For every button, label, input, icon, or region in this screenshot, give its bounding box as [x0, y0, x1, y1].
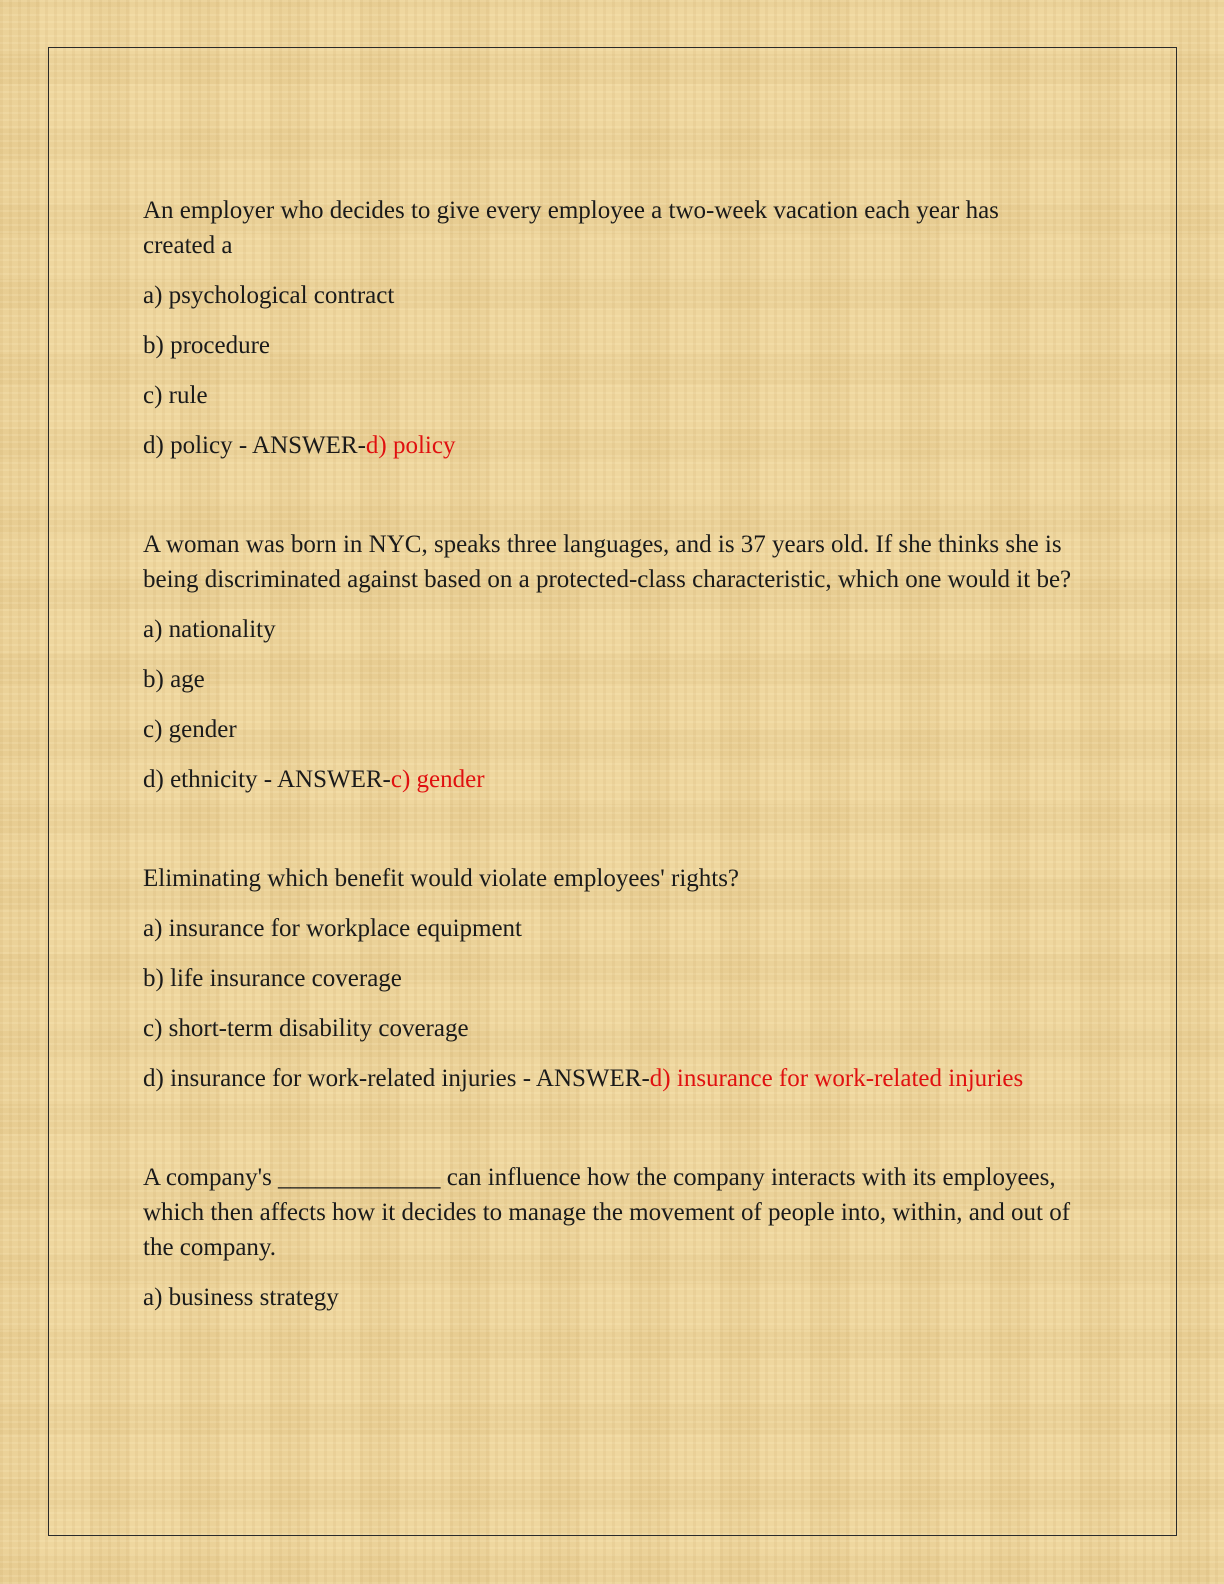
question-text: A company's _____________ can influence how the company interacts with its employees, which then affects how it decides to manage the movement of people into, within, and out of the company.	[143, 1164, 1071, 1261]
option-d-with-answer	[143, 428, 1073, 463]
question-block	[143, 527, 1073, 797]
answer-text: c) gender	[390, 766, 485, 793]
option-b: b) life insurance coverage	[143, 965, 402, 992]
option-d: d) insurance for work-related injuries - ANSWER-	[143, 1065, 650, 1092]
option-d-with-answer	[143, 1061, 1073, 1096]
document-content	[143, 193, 1073, 1379]
answer-text: d) policy	[365, 432, 456, 459]
option-a: a) nationality	[143, 616, 276, 643]
question-block	[143, 1160, 1073, 1315]
option-a: a) business strategy	[143, 1284, 339, 1311]
question-block	[143, 193, 1073, 463]
question-text: Eliminating which benefit would violate employees' rights?	[143, 865, 740, 892]
option-c: c) rule	[143, 382, 208, 409]
option-b: b) procedure	[143, 332, 271, 359]
option-d: d) policy - ANSWER-	[143, 432, 366, 459]
option-c: c) gender	[143, 716, 237, 743]
option-d-with-answer	[143, 762, 1073, 797]
option-c: c) short-term disability coverage	[143, 1015, 469, 1042]
option-d: d) ethnicity - ANSWER-	[143, 766, 391, 793]
option-a: a) psychological contract	[143, 282, 395, 309]
option-a: a) insurance for workplace equipment	[143, 915, 523, 942]
question-block	[143, 861, 1073, 1096]
answer-text: d) insurance for work-related injuries	[649, 1065, 1024, 1092]
question-text: An employer who decides to give every employee a two-week vacation each year has created a	[143, 197, 999, 259]
question-text: A woman was born in NYC, speaks three languages, and is 37 years old. If she thinks she is being discriminated against based on a protected-class characteristic, which one would it be?	[143, 531, 1072, 593]
option-b: b) age	[143, 666, 205, 693]
